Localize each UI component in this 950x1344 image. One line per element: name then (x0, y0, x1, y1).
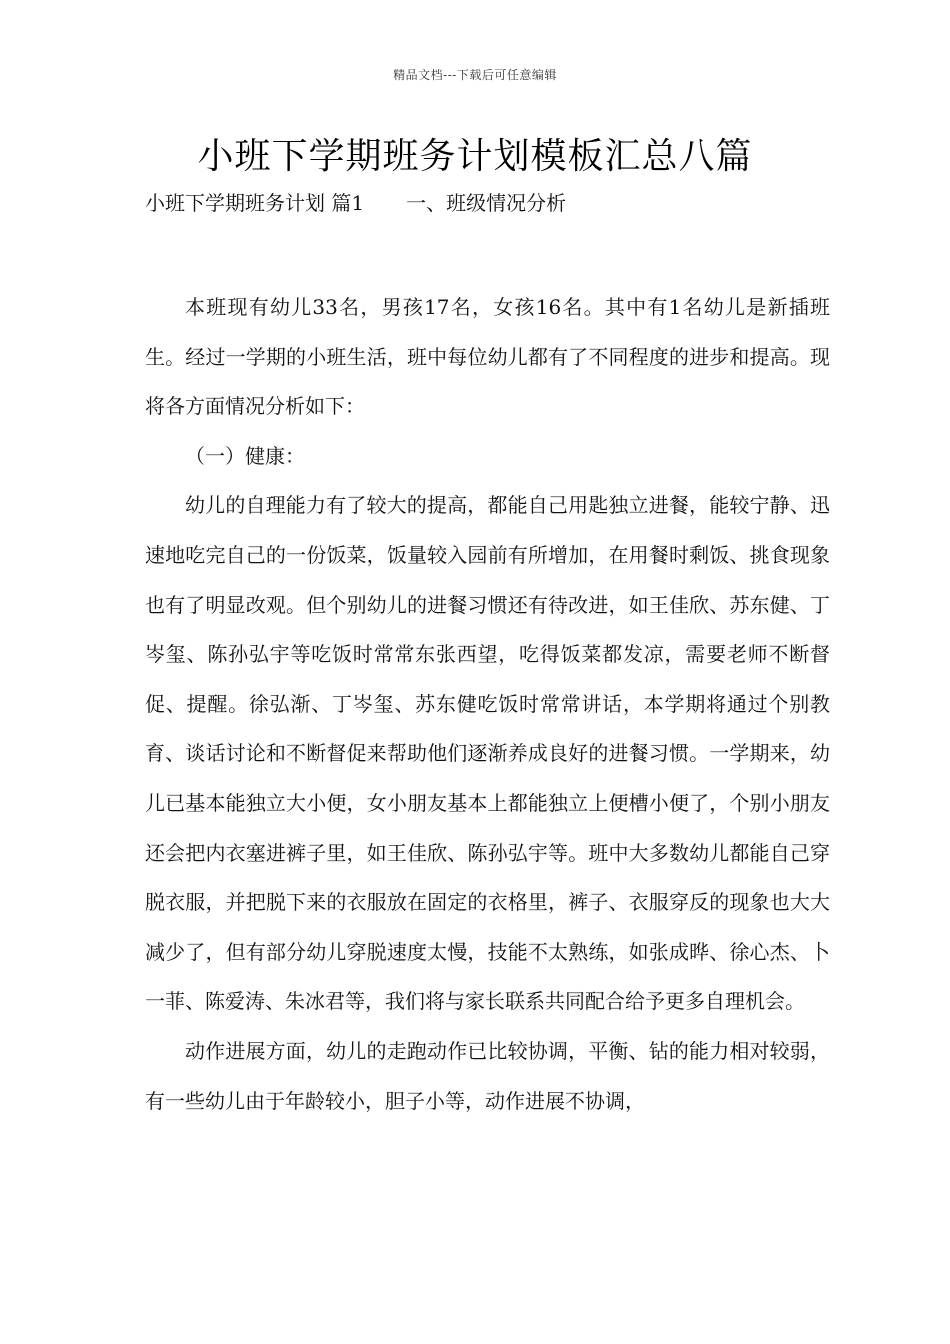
paragraph-intro: 本班现有幼儿33名，男孩17名，女孩16名。其中有1名幼儿是新插班生。经过一学期的小班生活，班中每位幼儿都有了不同程度的进步和提高。现将各方面情况分析如下： (145, 295, 830, 419)
paragraph-self-care: 幼儿的自理能力有了较大的提高，都能自己用匙独立进餐，能较宁静、迅速地吃完自己的一份饭菜，饭量较入园前有所增加，在用餐时剩饭、挑食现象也有了明显改观。但个别幼儿的进餐习惯还有待改进，如王佳欣、苏东健、丁岑玺、陈孙弘宇等吃饭时常常东张西望，吃得饭菜都发凉，需要老师不断督促、提醒。徐弘渐、丁岑玺、苏东健吃饭时常常讲话，本学期将通过个别教育、谈话讨论和不断督促来帮助他们逐渐养成良好的进餐习惯。一学期来，幼儿已基本能独立大小便，女小朋友基本上都能独立上便槽小便了，个别小朋友还会把内衣塞进裤子里，如王佳欣、陈孙弘宇等。班中大多数幼儿都能自己穿脱衣服，并把脱下来的衣服放在固定的衣格里，裤子、衣服穿反的现象也大大减少了，但有部分幼儿穿脱速度太慢，技能不太熟练，如张成晔、徐心杰、卜一菲、陈爱涛、朱冰君等，我们将与家长联系共同配合给予更多自理机会。 (145, 493, 830, 1014)
document-title: 小班下学期班务计划模板汇总八篇 (197, 136, 753, 177)
document-subtitle (145, 187, 845, 216)
paragraph-motor-development: 动作进展方面，幼儿的走跑动作已比较协调，平衡、钻的能力相对较弱，有一些幼儿由于年龄较小，胆子小等，动作进展不协调， (145, 1038, 830, 1113)
page-header: 精品文档---下载后可任意编辑 (393, 68, 557, 82)
subtitle-part-label: 小班下学期班务计划 篇1 (145, 191, 365, 215)
paragraph-health-heading: （一）健康： (185, 443, 305, 468)
document-body (145, 283, 830, 1126)
section-heading: 一、班级情况分析 (406, 191, 567, 215)
